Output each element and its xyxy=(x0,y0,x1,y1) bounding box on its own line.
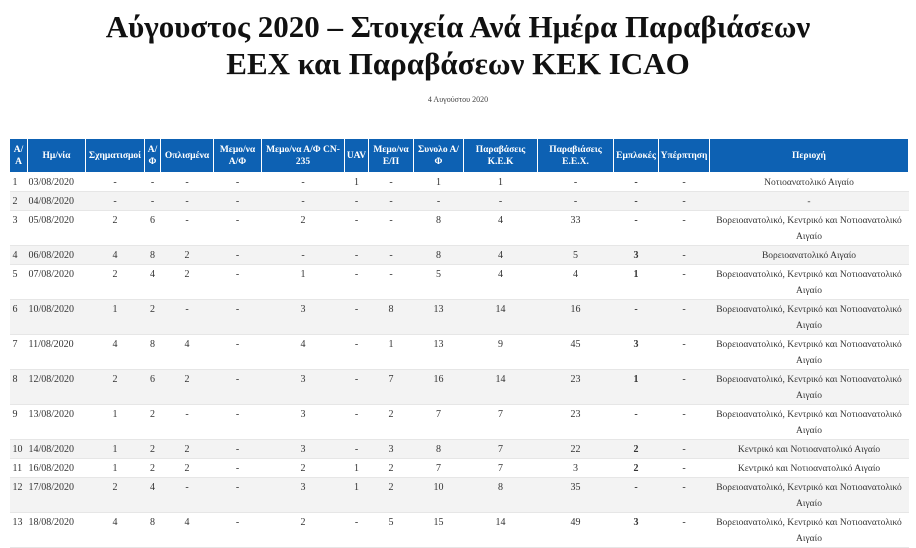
cell-aircraft: 6 xyxy=(145,211,161,246)
cell-helicopters: 7 xyxy=(369,370,414,405)
cell-aa: 10 xyxy=(10,440,28,459)
cell-kek-violations: 14 xyxy=(464,370,538,405)
page-title xyxy=(0,8,916,82)
cell-cn235: 1 xyxy=(262,265,345,300)
cell-formations: - xyxy=(86,173,145,192)
table-row xyxy=(10,192,909,211)
table-row xyxy=(10,459,909,478)
cell-overflight: - xyxy=(659,335,710,370)
cell-overflight: - xyxy=(659,405,710,440)
cell-aa: 12 xyxy=(10,478,28,513)
cell-eex-violations: - xyxy=(538,192,614,211)
cell-aa: 5 xyxy=(10,265,28,300)
cell-kek-violations: 4 xyxy=(464,246,538,265)
cell-eex-violations: 35 xyxy=(538,478,614,513)
cell-kek-violations: - xyxy=(464,192,538,211)
cell-cn235: 2 xyxy=(262,211,345,246)
cell-armed: 2 xyxy=(161,265,214,300)
cell-total-aircraft: 1 xyxy=(414,173,464,192)
cell-cn235: 2 xyxy=(262,513,345,548)
cell-cn235: - xyxy=(262,246,345,265)
header-region: Περιοχή xyxy=(710,139,909,173)
cell-formations: 2 xyxy=(86,478,145,513)
cell-kek-violations: 4 xyxy=(464,265,538,300)
cell-kek-violations: 14 xyxy=(464,300,538,335)
cell-engagements: - xyxy=(614,211,659,246)
cell-aircraft: - xyxy=(145,173,161,192)
cell-helicopters: 3 xyxy=(369,440,414,459)
cell-overflight: - xyxy=(659,265,710,300)
cell-eex-violations: 3 xyxy=(538,459,614,478)
cell-date: 05/08/2020 xyxy=(28,211,86,246)
cell-eex-violations: 23 xyxy=(538,405,614,440)
cell-overflight: - xyxy=(659,246,710,265)
table-row xyxy=(10,370,909,405)
table-row xyxy=(10,405,909,440)
cell-kek-violations: 9 xyxy=(464,335,538,370)
cell-kek-violations: 1 xyxy=(464,173,538,192)
table-row xyxy=(10,265,909,300)
header-aa: Α/Α xyxy=(10,139,28,173)
cell-date: 13/08/2020 xyxy=(28,405,86,440)
cell-date: 18/08/2020 xyxy=(28,513,86,548)
cell-total-aircraft: 15 xyxy=(414,513,464,548)
cell-armed: - xyxy=(161,405,214,440)
cell-aa: 7 xyxy=(10,335,28,370)
cell-engagements: - xyxy=(614,478,659,513)
cell-engagements: - xyxy=(614,405,659,440)
cell-kek-violations: 7 xyxy=(464,440,538,459)
cell-eex-violations: 23 xyxy=(538,370,614,405)
cell-eex-violations: 45 xyxy=(538,335,614,370)
cell-aa: 4 xyxy=(10,246,28,265)
cell-kek-violations: 7 xyxy=(464,405,538,440)
cell-uav: - xyxy=(345,211,369,246)
cell-overflight: - xyxy=(659,211,710,246)
header-eex-violations: Παραβιάσεις Ε.Ε.Χ. xyxy=(538,139,614,173)
cell-aa: 2 xyxy=(10,192,28,211)
cell-region: Βορειοανατολικό, Κεντρικό και Νοτιοανατολικό Αιγαίο xyxy=(710,265,909,300)
cell-date: 17/08/2020 xyxy=(28,478,86,513)
cell-helicopters: 2 xyxy=(369,459,414,478)
page-title-line2: ΕΕΧ και Παραβάσεων ΚΕΚ ICAO xyxy=(226,46,690,81)
header-overflight: Υπέρπτηση xyxy=(659,139,710,173)
table-row xyxy=(10,513,909,548)
cell-formations: 1 xyxy=(86,300,145,335)
cell-armed: 2 xyxy=(161,246,214,265)
cell-date: 04/08/2020 xyxy=(28,192,86,211)
table-row xyxy=(10,300,909,335)
cell-formations: 2 xyxy=(86,265,145,300)
cell-single-aircraft: - xyxy=(214,405,262,440)
cell-overflight: - xyxy=(659,173,710,192)
cell-uav: 1 xyxy=(345,173,369,192)
cell-cn235: - xyxy=(262,192,345,211)
header-aircraft: Α/Φ xyxy=(145,139,161,173)
cell-overflight: - xyxy=(659,192,710,211)
cell-date: 14/08/2020 xyxy=(28,440,86,459)
cell-engagements: - xyxy=(614,192,659,211)
cell-aircraft: - xyxy=(145,192,161,211)
cell-date: 06/08/2020 xyxy=(28,246,86,265)
table-row xyxy=(10,211,909,246)
cell-total-aircraft: 8 xyxy=(414,211,464,246)
cell-overflight: - xyxy=(659,513,710,548)
cell-engagements: - xyxy=(614,173,659,192)
cell-single-aircraft: - xyxy=(214,211,262,246)
cell-aircraft: 8 xyxy=(145,246,161,265)
cell-formations: 4 xyxy=(86,246,145,265)
table-row xyxy=(10,246,909,265)
table-row xyxy=(10,335,909,370)
cell-uav: - xyxy=(345,192,369,211)
cell-engagements: - xyxy=(614,300,659,335)
cell-armed: - xyxy=(161,300,214,335)
cell-overflight: - xyxy=(659,300,710,335)
cell-formations: - xyxy=(86,192,145,211)
cell-uav: - xyxy=(345,246,369,265)
cell-aircraft: 2 xyxy=(145,405,161,440)
cell-formations: 2 xyxy=(86,370,145,405)
cell-date: 16/08/2020 xyxy=(28,459,86,478)
cell-overflight: - xyxy=(659,440,710,459)
cell-uav: - xyxy=(345,513,369,548)
cell-uav: - xyxy=(345,335,369,370)
cell-aircraft: 2 xyxy=(145,440,161,459)
cell-cn235: 4 xyxy=(262,335,345,370)
cell-aircraft: 2 xyxy=(145,459,161,478)
cell-region: Κεντρικό και Νοτιοανατολικό Αιγαίο xyxy=(710,459,909,478)
cell-date: 03/08/2020 xyxy=(28,173,86,192)
cell-region: Βορειοανατολικό, Κεντρικό και Νοτιοανατολικό Αιγαίο xyxy=(710,513,909,548)
cell-date: 11/08/2020 xyxy=(28,335,86,370)
cell-overflight: - xyxy=(659,478,710,513)
table-header-row xyxy=(10,139,909,173)
cell-region: Βορειοανατολικό, Κεντρικό και Νοτιοανατολικό Αιγαίο xyxy=(710,478,909,513)
cell-formations: 1 xyxy=(86,405,145,440)
cell-uav: - xyxy=(345,440,369,459)
cell-total-aircraft: 16 xyxy=(414,370,464,405)
cell-single-aircraft: - xyxy=(214,246,262,265)
header-helicopters: Μεμο/να Ε/Π xyxy=(369,139,414,173)
cell-eex-violations: 33 xyxy=(538,211,614,246)
cell-overflight: - xyxy=(659,459,710,478)
cell-engagements: 3 xyxy=(614,335,659,370)
cell-region: - xyxy=(710,192,909,211)
cell-single-aircraft: - xyxy=(214,335,262,370)
cell-eex-violations: 16 xyxy=(538,300,614,335)
cell-helicopters: 2 xyxy=(369,478,414,513)
cell-total-aircraft: 7 xyxy=(414,459,464,478)
cell-helicopters: - xyxy=(369,246,414,265)
cell-total-aircraft: 13 xyxy=(414,300,464,335)
cell-engagements: 1 xyxy=(614,265,659,300)
cell-armed: - xyxy=(161,211,214,246)
cell-single-aircraft: - xyxy=(214,440,262,459)
cell-armed: - xyxy=(161,478,214,513)
cell-armed: - xyxy=(161,173,214,192)
cell-cn235: 3 xyxy=(262,370,345,405)
cell-aircraft: 6 xyxy=(145,370,161,405)
cell-cn235: - xyxy=(262,173,345,192)
cell-region: Βορειοανατολικό, Κεντρικό και Νοτιοανατολικό Αιγαίο xyxy=(710,370,909,405)
header-uav: UAV xyxy=(345,139,369,173)
cell-helicopters: - xyxy=(369,265,414,300)
header-armed: Οπλισμένα xyxy=(161,139,214,173)
cell-region: Βορειοανατολικό, Κεντρικό και Νοτιοανατολικό Αιγαίο xyxy=(710,335,909,370)
table-row xyxy=(10,173,909,192)
table-row xyxy=(10,478,909,513)
cell-helicopters: - xyxy=(369,173,414,192)
cell-aa: 8 xyxy=(10,370,28,405)
cell-total-aircraft: 7 xyxy=(414,405,464,440)
header-formations: Σχηματισμοί xyxy=(86,139,145,173)
cell-engagements: 3 xyxy=(614,246,659,265)
cell-formations: 1 xyxy=(86,440,145,459)
cell-formations: 1 xyxy=(86,459,145,478)
cell-kek-violations: 8 xyxy=(464,478,538,513)
cell-overflight: - xyxy=(659,370,710,405)
cell-formations: 2 xyxy=(86,211,145,246)
cell-aa: 3 xyxy=(10,211,28,246)
cell-aa: 11 xyxy=(10,459,28,478)
cell-single-aircraft: - xyxy=(214,370,262,405)
header-total-aircraft: Συνολο Α/Φ xyxy=(414,139,464,173)
cell-eex-violations: - xyxy=(538,173,614,192)
cell-aa: 1 xyxy=(10,173,28,192)
cell-single-aircraft: - xyxy=(214,173,262,192)
cell-uav: 1 xyxy=(345,478,369,513)
cell-eex-violations: 49 xyxy=(538,513,614,548)
cell-region: Βορειοανατολικό, Κεντρικό και Νοτιοανατολικό Αιγαίο xyxy=(710,405,909,440)
cell-kek-violations: 4 xyxy=(464,211,538,246)
header-engagements: Εμπλοκές xyxy=(614,139,659,173)
cell-date: 10/08/2020 xyxy=(28,300,86,335)
cell-aa: 13 xyxy=(10,513,28,548)
cell-region: Κεντρικό και Νοτιοανατολικό Αιγαίο xyxy=(710,440,909,459)
cell-cn235: 3 xyxy=(262,440,345,459)
cell-helicopters: - xyxy=(369,192,414,211)
cell-eex-violations: 22 xyxy=(538,440,614,459)
cell-engagements: 1 xyxy=(614,370,659,405)
cell-armed: 2 xyxy=(161,370,214,405)
cell-formations: 4 xyxy=(86,513,145,548)
cell-engagements: 3 xyxy=(614,513,659,548)
cell-aircraft: 4 xyxy=(145,478,161,513)
cell-kek-violations: 7 xyxy=(464,459,538,478)
cell-single-aircraft: - xyxy=(214,300,262,335)
cell-total-aircraft: 5 xyxy=(414,265,464,300)
cell-date: 07/08/2020 xyxy=(28,265,86,300)
cell-single-aircraft: - xyxy=(214,459,262,478)
cell-engagements: 2 xyxy=(614,440,659,459)
cell-single-aircraft: - xyxy=(214,192,262,211)
cell-region: Νοτιοανατολικό Αιγαίο xyxy=(710,173,909,192)
header-kek-violations: Παραβάσεις Κ.Ε.Κ xyxy=(464,139,538,173)
cell-armed: - xyxy=(161,192,214,211)
cell-uav: - xyxy=(345,300,369,335)
cell-armed: 2 xyxy=(161,459,214,478)
cell-helicopters: 2 xyxy=(369,405,414,440)
cell-total-aircraft: 13 xyxy=(414,335,464,370)
cell-aa: 6 xyxy=(10,300,28,335)
cell-region: Βορειοανατολικό, Κεντρικό και Νοτιοανατολικό Αιγαίο xyxy=(710,300,909,335)
cell-total-aircraft: 8 xyxy=(414,246,464,265)
cell-aircraft: 4 xyxy=(145,265,161,300)
cell-total-aircraft: 10 xyxy=(414,478,464,513)
cell-region: Βορειοανατολικό Αιγαίο xyxy=(710,246,909,265)
cell-formations: 4 xyxy=(86,335,145,370)
cell-single-aircraft: - xyxy=(214,478,262,513)
cell-single-aircraft: - xyxy=(214,513,262,548)
cell-eex-violations: 4 xyxy=(538,265,614,300)
cell-aircraft: 8 xyxy=(145,513,161,548)
cell-cn235: 3 xyxy=(262,478,345,513)
cell-region: Βορειοανατολικό, Κεντρικό και Νοτιοανατολικό Αιγαίο xyxy=(710,211,909,246)
cell-armed: 4 xyxy=(161,513,214,548)
violations-table xyxy=(9,138,909,548)
header-single-aircraft: Μεμο/να Α/Φ xyxy=(214,139,262,173)
cell-armed: 2 xyxy=(161,440,214,459)
cell-single-aircraft: - xyxy=(214,265,262,300)
cell-helicopters: - xyxy=(369,211,414,246)
cell-uav: - xyxy=(345,265,369,300)
cell-total-aircraft: 8 xyxy=(414,440,464,459)
cell-uav: - xyxy=(345,370,369,405)
cell-aircraft: 2 xyxy=(145,300,161,335)
cell-aa: 9 xyxy=(10,405,28,440)
cell-helicopters: 1 xyxy=(369,335,414,370)
cell-uav: 1 xyxy=(345,459,369,478)
cell-engagements: 2 xyxy=(614,459,659,478)
header-cn235: Μεμο/να Α/Φ CN-235 xyxy=(262,139,345,173)
header-date: Ημ/νία xyxy=(28,139,86,173)
table-row xyxy=(10,440,909,459)
cell-uav: - xyxy=(345,405,369,440)
cell-cn235: 3 xyxy=(262,300,345,335)
cell-date: 12/08/2020 xyxy=(28,370,86,405)
cell-cn235: 2 xyxy=(262,459,345,478)
cell-total-aircraft: - xyxy=(414,192,464,211)
cell-kek-violations: 14 xyxy=(464,513,538,548)
cell-aircraft: 8 xyxy=(145,335,161,370)
cell-armed: 4 xyxy=(161,335,214,370)
publish-date: 4 Αυγούστου 2020 xyxy=(427,95,489,104)
cell-helicopters: 5 xyxy=(369,513,414,548)
cell-helicopters: 8 xyxy=(369,300,414,335)
page-title-line1: Αύγουστος 2020 – Στοιχεία Ανά Ημέρα Παραβιάσεων xyxy=(105,9,811,44)
cell-eex-violations: 5 xyxy=(538,246,614,265)
cell-cn235: 3 xyxy=(262,405,345,440)
